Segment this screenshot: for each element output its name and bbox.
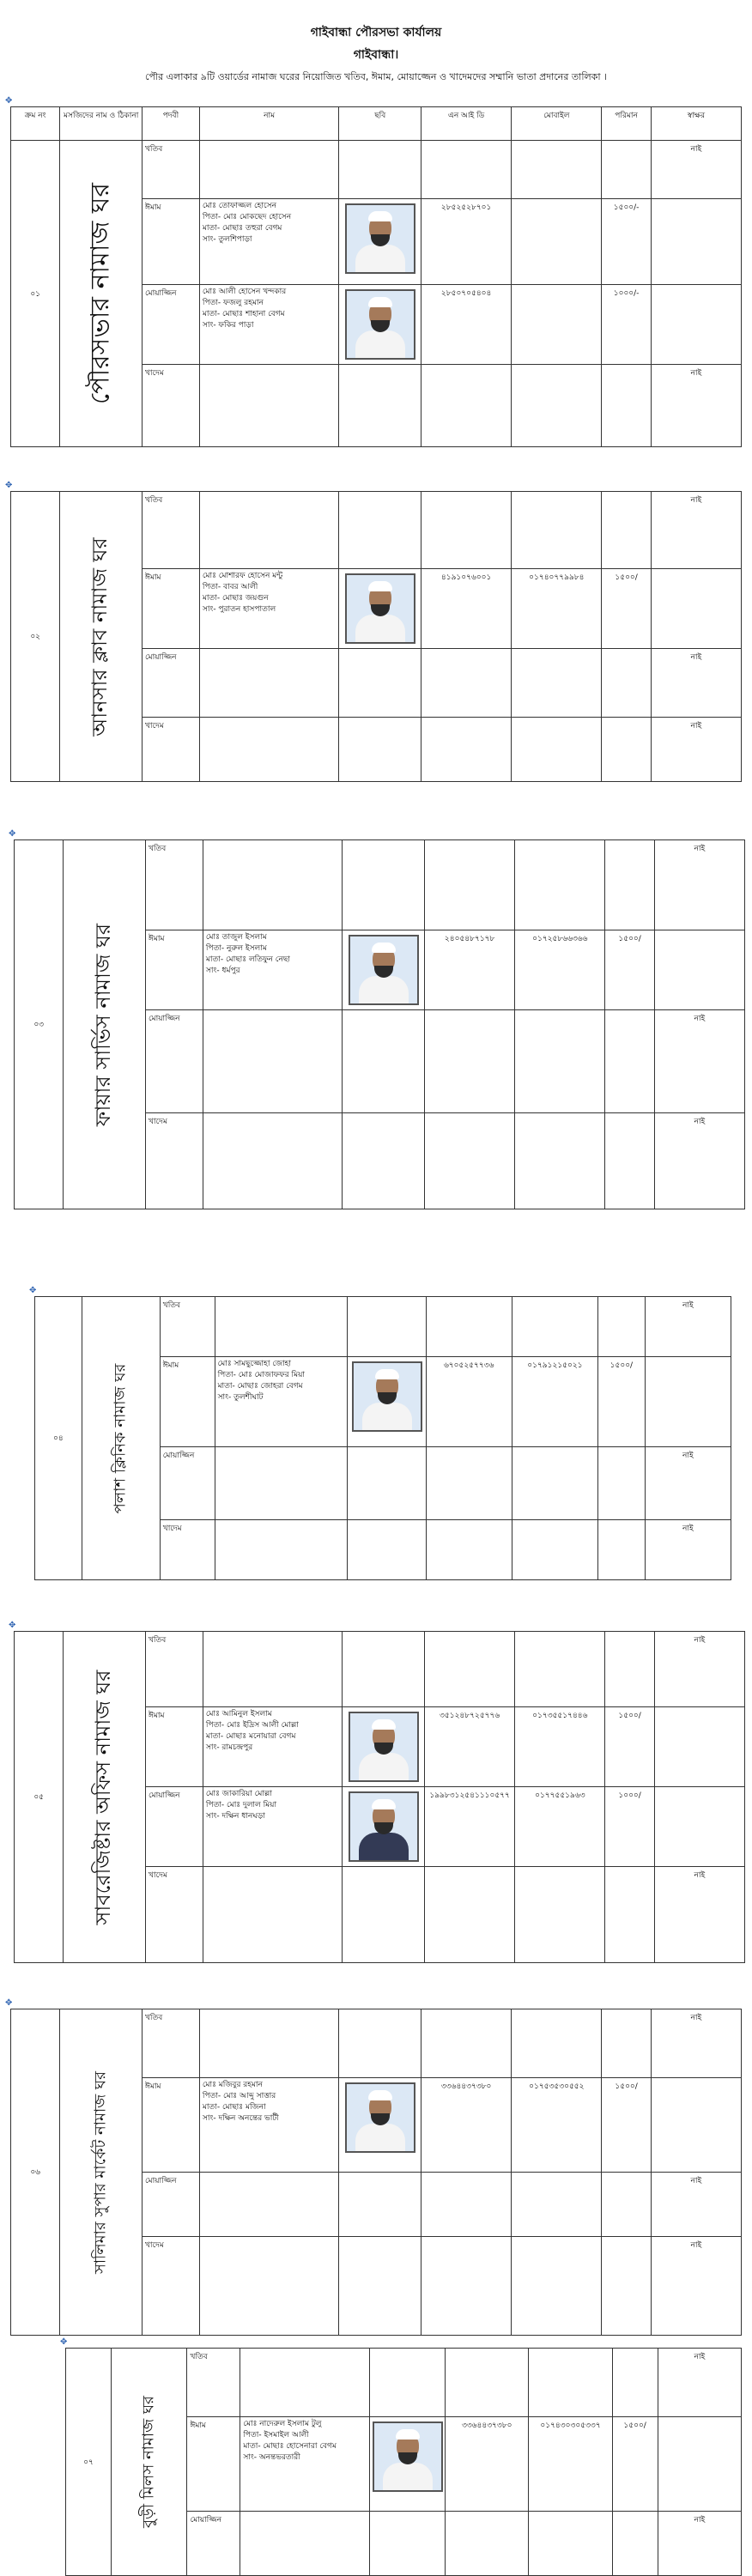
- signature-cell: নাই: [651, 2237, 741, 2336]
- signature-cell: নাই: [651, 2173, 741, 2237]
- mosque-name-cell: [64, 1632, 146, 1963]
- signature-cell: নাই: [651, 141, 741, 199]
- table-move-handle-icon[interactable]: ✥: [5, 1998, 13, 2008]
- mobile-number: [529, 2512, 612, 2576]
- person-detail-line: পিতা- মোঃ দুলাল মিয়া: [205, 1801, 277, 1809]
- nid-number: [425, 1867, 515, 1963]
- signature-cell: [651, 285, 741, 365]
- signature-cell: নাই: [645, 1447, 731, 1520]
- designation: ঈমাম: [142, 199, 199, 285]
- person-details: [203, 1867, 343, 1963]
- table-move-handle-icon[interactable]: ✥: [29, 1286, 37, 1295]
- mosque-block: [14, 839, 745, 1193]
- table-row: [11, 492, 742, 569]
- person-detail-line: পিতা- নুরুল ইসলাম: [205, 944, 267, 953]
- mobile-number: ০১৭২৫৮৬৬৩৬৬: [515, 930, 605, 1010]
- signature-cell: নাই: [654, 840, 744, 930]
- mobile-number: [529, 2349, 612, 2417]
- designation: খতিব: [142, 492, 199, 569]
- designation: ঈমাম: [187, 2417, 240, 2512]
- person-detail-line: সাং- রামচন্দ্রপুর: [205, 1743, 253, 1752]
- signature-cell: নাই: [651, 492, 741, 569]
- person-photo: [345, 2082, 415, 2153]
- mosque-block: [10, 2009, 742, 2335]
- mobile-number: [512, 1447, 597, 1520]
- photo-cell: [348, 1297, 426, 1357]
- person-detail-line: পিতা- ইসমাইল আলী: [243, 2431, 309, 2440]
- nid-number: [425, 1113, 515, 1209]
- mosque-name-cell: [64, 840, 146, 1209]
- person-detail-line: পিতা- বাবর আলী: [202, 583, 258, 591]
- person-details: [199, 649, 339, 718]
- nid-number: [446, 2512, 529, 2576]
- person-photo: [349, 935, 419, 1005]
- person-detail-line: মোঃ সামছুজ্জোহা জোহা: [217, 1360, 292, 1368]
- mobile-number: [512, 2009, 602, 2078]
- mosque-name: পৌরসভার নামাজ ঘর: [85, 183, 116, 404]
- nid-number: [421, 2009, 512, 2078]
- person-details: [199, 199, 339, 285]
- person-detail-line: সাং- অনন্তভরতারী: [243, 2453, 300, 2462]
- person-details: [199, 285, 339, 365]
- nid-number: [421, 365, 512, 447]
- person-details: [203, 1632, 343, 1707]
- designation: খতিব: [145, 840, 203, 930]
- person-detail-line: মোঃ নাদেরুল ইসলাম টুলু: [243, 2420, 322, 2428]
- signature-cell: [654, 1787, 744, 1867]
- nid-number: ৩৫১২৪৮৭২৫৭৭৬: [425, 1707, 515, 1787]
- serial-number: ০৫: [15, 1632, 64, 1963]
- designation: মোয়াজ্জিন: [145, 1010, 203, 1113]
- amount-value: [602, 718, 651, 782]
- photo-cell: [339, 718, 421, 782]
- designation: খতিব: [160, 1297, 215, 1357]
- mobile-number: [515, 1010, 605, 1113]
- amount-value: ১৫০০/: [605, 1707, 654, 1787]
- designation: খাদেম: [160, 1520, 215, 1580]
- mosque-table: [65, 2348, 742, 2576]
- mosque-table: [10, 491, 742, 782]
- mobile-number: [515, 840, 605, 930]
- person-detail-line: মাতা- মোছাঃ জোহরা বেগম: [217, 1382, 303, 1391]
- person-detail-line: সাং- তুলশীঘাট: [217, 1393, 264, 1402]
- amount-value: ১৫০০/: [598, 1357, 646, 1447]
- person-detail-line: মোঃ আলী হোসেন খন্দকার: [202, 288, 287, 296]
- mobile-number: ০১৭৫৩৫৩০৫৫২: [512, 2078, 602, 2173]
- amount-value: [602, 2173, 651, 2237]
- mosque-block: [10, 491, 742, 779]
- signature-cell: [651, 199, 741, 285]
- designation: ঈমাম: [160, 1357, 215, 1447]
- photo-cell: [339, 365, 421, 447]
- mobile-number: [515, 1113, 605, 1209]
- serial-number: ০৪: [35, 1297, 82, 1580]
- table-header-row: [11, 107, 742, 141]
- signature-cell: নাই: [654, 1867, 744, 1963]
- mosque-name: বুড়ী মিলস নামাজ ঘর: [139, 2396, 158, 2528]
- mobile-number: ০১৭৭৫৫১৯৬৩: [515, 1787, 605, 1867]
- photo-cell: [343, 1113, 425, 1209]
- signature-cell: নাই: [658, 2512, 741, 2576]
- designation: খাদেম: [145, 1113, 203, 1209]
- person-details: [215, 1447, 348, 1520]
- designation: খতিব: [145, 1632, 203, 1707]
- signature-cell: [654, 930, 744, 1010]
- nid-number: [421, 2173, 512, 2237]
- mobile-number: ০১৭৪৩০৩০৫৩৩৭: [529, 2417, 612, 2512]
- photo-cell: [369, 2417, 445, 2512]
- person-detail-line: সাং- পুরাতন হাসপাতাল: [202, 605, 276, 614]
- designation: ঈমাম: [142, 569, 199, 649]
- person-details: [240, 2512, 369, 2576]
- person-details: [199, 569, 339, 649]
- mosque-block: [65, 2348, 742, 2575]
- photo-cell: [339, 2173, 421, 2237]
- signature-cell: নাই: [645, 1297, 731, 1357]
- mobile-number: [512, 649, 602, 718]
- person-detail-line: সাং- দক্ষিন ধানঘড়া: [205, 1812, 265, 1821]
- photo-cell: [343, 840, 425, 930]
- person-detail-line: পিতা- মোঃ ইদ্রিস আলী মোল্লা: [205, 1721, 299, 1730]
- photo-cell: [339, 141, 421, 199]
- person-detail-line: পিতা- মোঃ মোজাফফর মিয়া: [217, 1371, 306, 1379]
- mosque-block: [10, 106, 742, 431]
- person-detail-line: পিতা- ফজলু রহমান: [202, 299, 264, 307]
- mosque-table: [14, 839, 745, 1209]
- signature-cell: [658, 2417, 741, 2512]
- amount-value: [602, 649, 651, 718]
- nid-number: [446, 2349, 529, 2417]
- person-detail-line: মোঃ আমিনুল ইসলাম: [205, 1710, 272, 1718]
- mosque-name: ফায়ার সার্ভিস নামাজ ঘর: [90, 923, 115, 1126]
- amount-value: [602, 365, 651, 447]
- table-row: [15, 840, 745, 930]
- nid-number: [421, 2237, 512, 2336]
- person-details: [199, 2173, 339, 2237]
- mobile-number: ০১৭৪০৭৭৯৯৮৪: [512, 569, 602, 649]
- designation: মোয়াজ্জিন: [142, 2173, 199, 2237]
- amount-value: [602, 492, 651, 569]
- person-details: [215, 1357, 348, 1447]
- amount-value: [605, 1867, 654, 1963]
- person-detail-line: মোঃ তাজুল ইসলাম: [205, 933, 267, 942]
- person-detail-line: মোঃ মজিবুর রহমান: [202, 2081, 263, 2089]
- mosque-table: [14, 1631, 745, 1963]
- person-detail-line: মাতা- মোছাঃ হোসেনারা বেগম: [243, 2442, 337, 2451]
- amount-value: [612, 2349, 658, 2417]
- amount-value: [605, 840, 654, 930]
- mobile-number: [512, 492, 602, 569]
- person-detail-line: মাতা- মোছাঃ তহুরা বেগম: [202, 224, 282, 233]
- designation: মোয়াজ্জিন: [142, 285, 199, 365]
- column-header-sl: ক্রম নং: [11, 107, 60, 141]
- designation: ঈমাম: [145, 930, 203, 1010]
- mobile-number: [512, 1297, 597, 1357]
- amount-value: ১০০০/: [605, 1787, 654, 1867]
- person-details: [199, 2009, 339, 2078]
- office-title: গাইবান্ধা পৌরসভা কার্যালয়: [310, 26, 442, 39]
- table-move-handle-icon[interactable]: ✥: [9, 829, 16, 839]
- person-photo: [373, 2421, 443, 2492]
- mobile-number: ০১৭৩৫৫১৭৪৪৬: [515, 1707, 605, 1787]
- amount-value: [602, 2237, 651, 2336]
- person-details: [215, 1520, 348, 1580]
- photo-cell: [339, 569, 421, 649]
- serial-number: ০২: [11, 492, 60, 782]
- column-header-amount: পরিমান: [602, 107, 651, 141]
- nid-number: ৩৩৬৪৪৩৭৩৮০: [446, 2417, 529, 2512]
- amount-value: ১৫০০/-: [602, 199, 651, 285]
- person-detail-line: মাতা- মোছাঃ মজিনা: [202, 2103, 266, 2112]
- person-details: [203, 930, 343, 1010]
- signature-cell: [651, 569, 741, 649]
- designation: মোয়াজ্জিন: [187, 2512, 240, 2576]
- designation: খতিব: [187, 2349, 240, 2417]
- photo-cell: [343, 1787, 425, 1867]
- column-header-post: পদবী: [142, 107, 199, 141]
- designation: খাদেম: [142, 718, 199, 782]
- signature-cell: নাই: [654, 1010, 744, 1113]
- nid-number: [425, 1632, 515, 1707]
- person-details: [199, 141, 339, 199]
- photo-cell: [348, 1520, 426, 1580]
- mosque-name: পলাশ ক্লিনিক নামাজ ঘর: [111, 1363, 130, 1513]
- amount-value: [602, 2009, 651, 2078]
- nid-number: ২৮৫২৫২৮৭০১: [421, 199, 512, 285]
- mosque-name: সালিমার সুপার মার্কেট নামাজ ঘর: [91, 2070, 110, 2274]
- mobile-number: [515, 1632, 605, 1707]
- person-detail-line: মোঃ তোফাজ্জল হোসেন: [202, 202, 276, 210]
- person-detail-line: মোঃ মোশারফ হোসেন মন্টু: [202, 572, 283, 580]
- table-move-handle-icon[interactable]: ✥: [9, 1621, 16, 1630]
- serial-number: ০৩: [15, 840, 64, 1209]
- nid-number: [426, 1297, 512, 1357]
- mosque-name-cell: [60, 492, 143, 782]
- amount-value: ১৫০০/: [602, 2078, 651, 2173]
- table-row: [11, 141, 742, 199]
- nid-number: ২৮৫০৭০৫৪০৪: [421, 285, 512, 365]
- nid-number: ২৪০৫৪৮৭১৭৮: [425, 930, 515, 1010]
- table-move-handle-icon[interactable]: ✥: [60, 2337, 68, 2347]
- photo-cell: [343, 1010, 425, 1113]
- mobile-number: [512, 365, 602, 447]
- person-details: [199, 2078, 339, 2173]
- person-details: [240, 2349, 369, 2417]
- amount-value: [598, 1297, 646, 1357]
- signature-cell: নাই: [651, 718, 741, 782]
- table-move-handle-icon[interactable]: ✥: [5, 96, 13, 106]
- photo-cell: [343, 1632, 425, 1707]
- designation: মোয়াজ্জিন: [142, 649, 199, 718]
- mosque-table: [10, 2009, 742, 2336]
- mosque-table: [10, 106, 742, 447]
- mobile-number: [515, 1867, 605, 1963]
- nid-number: [421, 141, 512, 199]
- mobile-number: [512, 141, 602, 199]
- signature-cell: নাই: [654, 1632, 744, 1707]
- nid-number: [425, 1010, 515, 1113]
- signature-cell: নাই: [651, 2009, 741, 2078]
- photo-cell: [348, 1447, 426, 1520]
- amount-value: [598, 1447, 646, 1520]
- table-row: [66, 2349, 742, 2417]
- person-detail-line: সাং- ধর্মপুর: [205, 967, 240, 975]
- nid-number: [421, 492, 512, 569]
- table-row: [15, 1632, 745, 1707]
- signature-cell: [645, 1357, 731, 1447]
- photo-cell: [343, 1867, 425, 1963]
- mosque-table: [34, 1296, 731, 1580]
- nid-number: ৬৭০৫২৫৭৭৩৬: [426, 1357, 512, 1447]
- photo-cell: [369, 2349, 445, 2417]
- person-detail-line: মাতা- মোছাঃ জয়গুন: [202, 594, 269, 603]
- designation: খতিব: [142, 141, 199, 199]
- photo-cell: [339, 285, 421, 365]
- person-details: [203, 1707, 343, 1787]
- mobile-number: [512, 2237, 602, 2336]
- signature-cell: নাই: [654, 1113, 744, 1209]
- designation: মোয়াজ্জিন: [160, 1447, 215, 1520]
- person-detail-line: সাং- দক্ষিন অনন্তের ভাটী: [202, 2114, 279, 2123]
- person-detail-line: মাতা- মোছাঃ শাহানা বেগম: [202, 310, 285, 318]
- person-photo: [349, 1791, 419, 1862]
- photo-cell: [339, 492, 421, 569]
- table-move-handle-icon[interactable]: ✥: [5, 481, 13, 490]
- mobile-number: [512, 199, 602, 285]
- person-photo: [352, 1361, 422, 1432]
- amount-value: [605, 1632, 654, 1707]
- person-detail-line: মাতা- মোছাঃ মনোয়ারা বেগম: [205, 1732, 296, 1741]
- mosque-name-cell: [60, 141, 143, 447]
- mosque-name: সাবরেজিষ্টার অফিস নামাজ ঘর: [90, 1670, 115, 1924]
- nid-number: [421, 718, 512, 782]
- amount-value: ১০০০/-: [602, 285, 651, 365]
- list-description: পৌর এলাকার ৯টি ওয়ার্ডের নামাজ ঘরের নিয়োজিত খতিব, ঈমাম, মোয়াজ্জেন ও খাদেমদের সম্মানি ভাতা প্রদানের তালিকা ।: [145, 71, 607, 82]
- designation: খাদেম: [145, 1867, 203, 1963]
- person-details: [203, 1787, 343, 1867]
- column-header-nid: এন আই ডি: [421, 107, 512, 141]
- person-photo: [345, 573, 415, 644]
- mosque-name: আনসার ক্লাব নামাজ ঘর: [87, 536, 112, 736]
- person-detail-line: মাতা- মোছাঃ লতিফুন নেছা: [205, 955, 290, 964]
- designation: ঈমাম: [145, 1707, 203, 1787]
- column-header-sign: স্বাক্ষর: [651, 107, 741, 141]
- designation: খতিব: [142, 2009, 199, 2078]
- person-details: [203, 1113, 343, 1209]
- signature-cell: নাই: [658, 2349, 741, 2417]
- mosque-block: [34, 1296, 731, 1579]
- person-photo: [345, 289, 415, 360]
- mobile-number: [512, 2173, 602, 2237]
- designation: খাদেম: [142, 2237, 199, 2336]
- person-details: [215, 1297, 348, 1357]
- nid-number: [421, 649, 512, 718]
- nid-number: ১৯৯৮৩১২৫৪১১১০৫৭৭: [425, 1787, 515, 1867]
- serial-number: ০৭: [66, 2349, 112, 2576]
- signature-cell: নাই: [651, 365, 741, 447]
- person-detail-line: পিতা- মোঃ মোকছেদ হোসেন: [202, 213, 292, 221]
- amount-value: [612, 2512, 658, 2576]
- column-header-mosque: মসজিদের নাম ও ঠিকানা: [60, 107, 143, 141]
- serial-number: ০৬: [11, 2009, 60, 2336]
- photo-cell: [339, 199, 421, 285]
- mobile-number: [512, 718, 602, 782]
- person-photo: [349, 1712, 419, 1782]
- person-detail-line: সাং- তুলশিপাড়া: [202, 235, 252, 244]
- person-details: [199, 365, 339, 447]
- column-header-photo: ছবি: [339, 107, 421, 141]
- table-row: [11, 2009, 742, 2078]
- person-photo: [345, 203, 415, 274]
- amount-value: ১৫০০/: [612, 2417, 658, 2512]
- amount-value: ১৫০০/: [605, 930, 654, 1010]
- amount-value: ১৫০০/: [602, 569, 651, 649]
- serial-number: ০১: [11, 141, 60, 447]
- signature-cell: [654, 1707, 744, 1787]
- nid-number: ৪১৯১০৭৬০০১: [421, 569, 512, 649]
- column-header-name: নাম: [199, 107, 339, 141]
- photo-cell: [339, 2009, 421, 2078]
- person-details: [199, 492, 339, 569]
- nid-number: [426, 1447, 512, 1520]
- mobile-number: ০১৭৯১২১৫০২১: [512, 1357, 597, 1447]
- document-header: [0, 0, 752, 86]
- amount-value: [605, 1113, 654, 1209]
- designation: মোয়াজ্জিন: [145, 1787, 203, 1867]
- designation: ঈমাম: [142, 2078, 199, 2173]
- person-detail-line: পিতা- মোঃ আব্দু সাত্তার: [202, 2092, 276, 2100]
- person-details: [199, 2237, 339, 2336]
- person-details: [199, 718, 339, 782]
- photo-cell: [369, 2512, 445, 2576]
- mosque-name-cell: [112, 2349, 187, 2576]
- photo-cell: [343, 930, 425, 1010]
- signature-cell: নাই: [645, 1520, 731, 1580]
- mosque-block: [14, 1631, 745, 1949]
- photo-cell: [339, 649, 421, 718]
- photo-cell: [343, 1707, 425, 1787]
- amount-value: [605, 1010, 654, 1113]
- mobile-number: [512, 1520, 597, 1580]
- nid-number: ৩৩৬৪৪৩৭৩৮০: [421, 2078, 512, 2173]
- signature-cell: নাই: [651, 649, 741, 718]
- mosque-name-cell: [82, 1297, 160, 1580]
- person-detail-line: সাং- ফকির পাড়া: [202, 321, 254, 330]
- photo-cell: [339, 2237, 421, 2336]
- amount-value: [602, 141, 651, 199]
- office-subtitle: গাইবান্ধা।: [353, 48, 399, 62]
- nid-number: [426, 1520, 512, 1580]
- person-details: [203, 1010, 343, 1113]
- person-detail-line: মোঃ জাকারিয়া মোল্লা: [205, 1790, 272, 1798]
- photo-cell: [348, 1357, 426, 1447]
- table-row: [35, 1297, 731, 1357]
- person-details: [240, 2417, 369, 2512]
- designation: খাদেম: [142, 365, 199, 447]
- photo-cell: [339, 2078, 421, 2173]
- amount-value: [598, 1520, 646, 1580]
- nid-number: [425, 840, 515, 930]
- mobile-number: [512, 285, 602, 365]
- signature-cell: [651, 2078, 741, 2173]
- person-details: [203, 840, 343, 930]
- column-header-mobile: মোবাইল: [512, 107, 602, 141]
- mosque-name-cell: [60, 2009, 143, 2336]
